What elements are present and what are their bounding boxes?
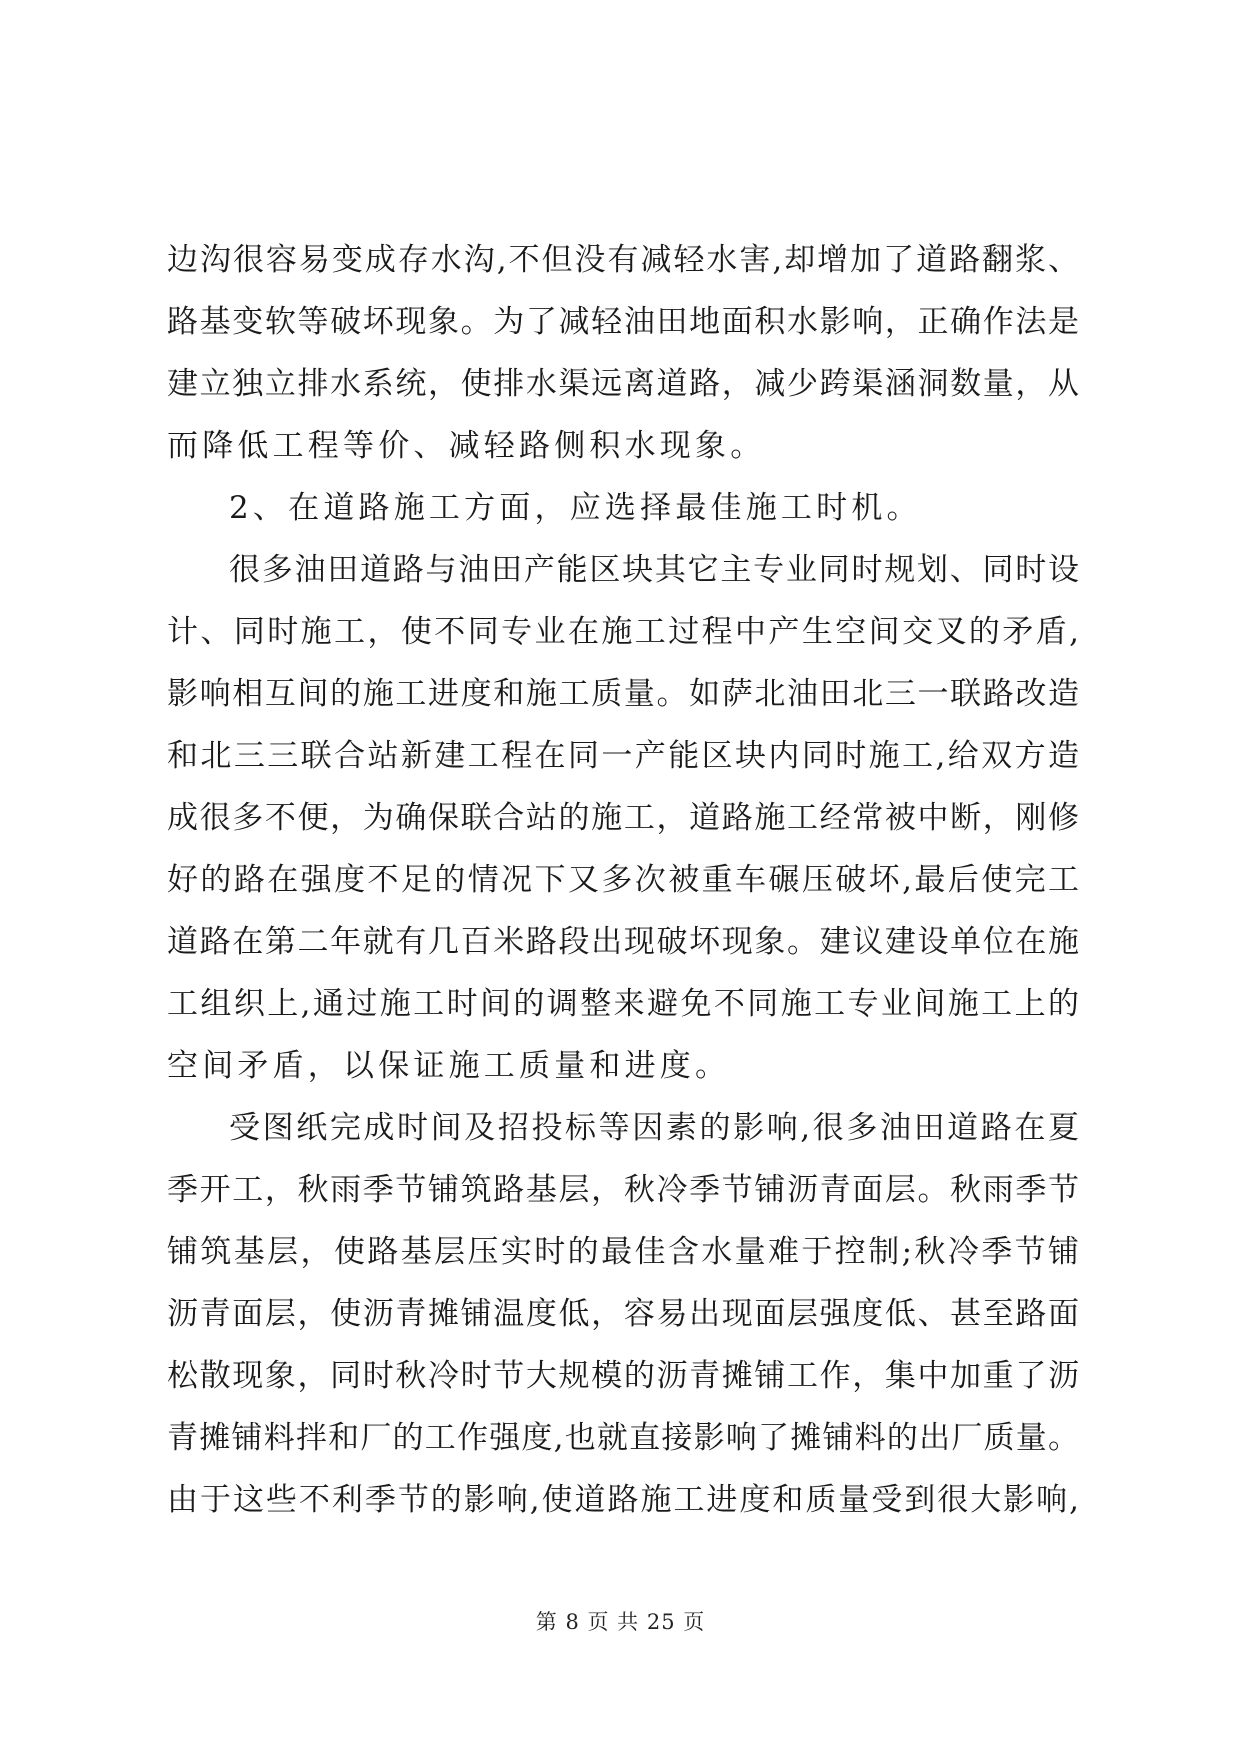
section-heading: 2、在道路施工方面，应选择最佳施工时机。 — [229, 490, 922, 526]
text-line: 而降低工程等价、减轻路侧积水现象。 — [167, 428, 766, 464]
text-line: 青摊铺料拌和厂的工作强度,也就直接影响了摊铺料的出厂质量。 — [167, 1420, 1079, 1456]
text-line: 成很多不便，为确保联合站的施工，道路施工经常被中断，刚修 — [167, 800, 1079, 836]
text-line: 受图纸完成时间及招投标等因素的影响,很多油田道路在夏 — [229, 1110, 1079, 1146]
text-line: 和北三三联合站新建工程在同一产能区块内同时施工,给双方造 — [167, 738, 1079, 774]
page-number-footer: 第 8 页 共 25 页 — [535, 1610, 706, 1634]
text-line: 影响相互间的施工进度和施工质量。如萨北油田北三一联路改造 — [167, 676, 1079, 712]
body-text — [167, 229, 1079, 1531]
text-line: 季开工，秋雨季节铺筑路基层，秋冷季节铺沥青面层。秋雨季节 — [167, 1172, 1079, 1208]
text-line: 好的路在强度不足的情况下又多次被重车碾压破坏,最后使完工 — [167, 862, 1079, 898]
text-line: 路基变软等破坏现象。为了减轻油田地面积水影响，正确作法是 — [167, 304, 1079, 340]
text-line: 边沟很容易变成存水沟,不但没有减轻水害,却增加了道路翻浆、 — [167, 242, 1079, 278]
text-line: 松散现象，同时秋冷时节大规模的沥青摊铺工作，集中加重了沥 — [167, 1358, 1079, 1394]
text-line: 建立独立排水系统，使排水渠远离道路，减少跨渠涵洞数量，从 — [167, 366, 1079, 402]
text-line: 工组织上,通过施工时间的调整来避免不同施工专业间施工上的 — [167, 986, 1079, 1022]
text-line: 道路在第二年就有几百米路段出现破坏现象。建议建设单位在施 — [167, 924, 1079, 960]
text-line: 由于这些不利季节的影响,使道路施工进度和质量受到很大影响, — [167, 1482, 1079, 1518]
text-line: 空间矛盾，以保证施工质量和进度。 — [167, 1048, 731, 1084]
text-line: 铺筑基层，使路基层压实时的最佳含水量难于控制;秋冷季节铺 — [167, 1234, 1079, 1270]
text-line: 计、同时施工，使不同专业在施工过程中产生空间交叉的矛盾, — [167, 614, 1079, 650]
text-line: 很多油田道路与油田产能区块其它主专业同时规划、同时设 — [229, 552, 1079, 588]
text-line: 沥青面层，使沥青摊铺温度低，容易出现面层强度低、甚至路面 — [167, 1296, 1079, 1332]
